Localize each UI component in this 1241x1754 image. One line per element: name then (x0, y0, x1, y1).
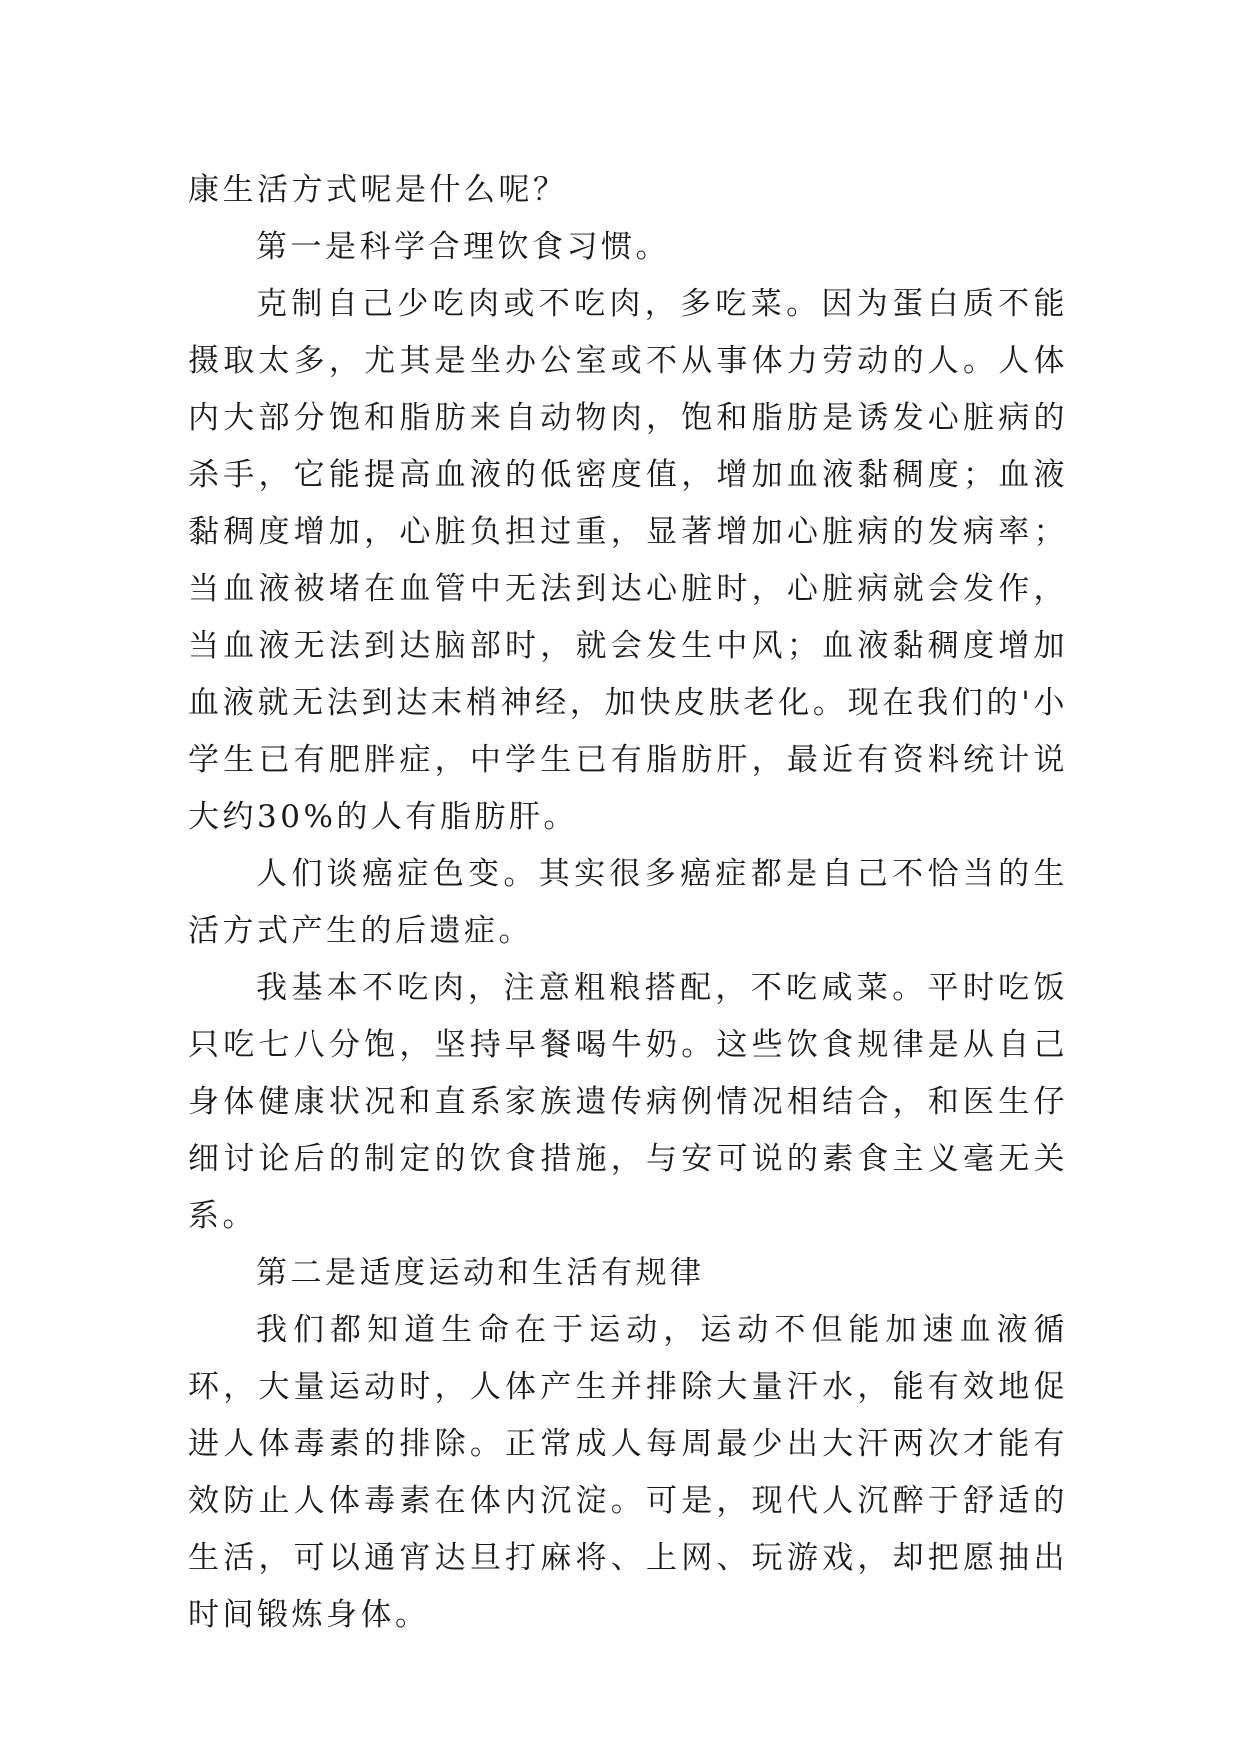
paragraph-5: 我基本不吃肉，注意粗粮搭配，不吃咸菜。平时吃饭只吃七八分饱，坚持早餐喝牛奶。这些饮食规律是从自己身体健康状况和直系家族遗传病例情况相结合，和医生仔细讨论后的制定的饮食措施，与安可说的素食主义毫无关系。 (188, 970, 1068, 1234)
paragraph-7: 我们都知道生命在于运动，运动不但能加速血液循环，大量运动时，人体产生并排除大量汗水，能有效地促进人体毒素的排除。正常成人每周最少出大汗两次才能有效防止人体毒素在体内沉淀。可是，现代人沉醉于舒适的生活，可以通宵达旦打麻将、上网、玩游戏，却把愿抽出时间锻炼身体。 (188, 1312, 1068, 1633)
document-body (188, 162, 1068, 1644)
paragraph-3: 克制自己少吃肉或不吃肉，多吃菜。因为蛋白质不能摄取太多，尤其是坐办公室或不从事体力劳动的人。人体内大部分饱和脂肪来自动物肉，饱和脂肪是诱发心脏病的杀手，它能提高血液的低密度值，增加血液黏稠度；血液黏稠度增加，心脏负担过重，显著增加心脏病的发病率；当血液被堵在血管中无法到达心脏时，心脏病就会发作，当血液无法到达脑部时，就会发生中风；血液黏稠度增加血液就无法到达末梢神经，加快皮肤老化。现在我们的'小学生已有肥胖症，中学生已有脂肪肝，最近有资料统计说大约30%的人有脂肪肝。 (188, 286, 1068, 835)
paragraph-2: 第一是科学合理饮食习惯。 (256, 229, 670, 265)
paragraph-6: 第二是适度运动和生活有规律 (256, 1255, 705, 1291)
paragraph-1: 康生活方式呢是什么呢？ (188, 172, 568, 208)
paragraph-4: 人们谈癌症色变。其实很多癌症都是自己不恰当的生活方式产生的后遗症。 (188, 856, 1068, 949)
